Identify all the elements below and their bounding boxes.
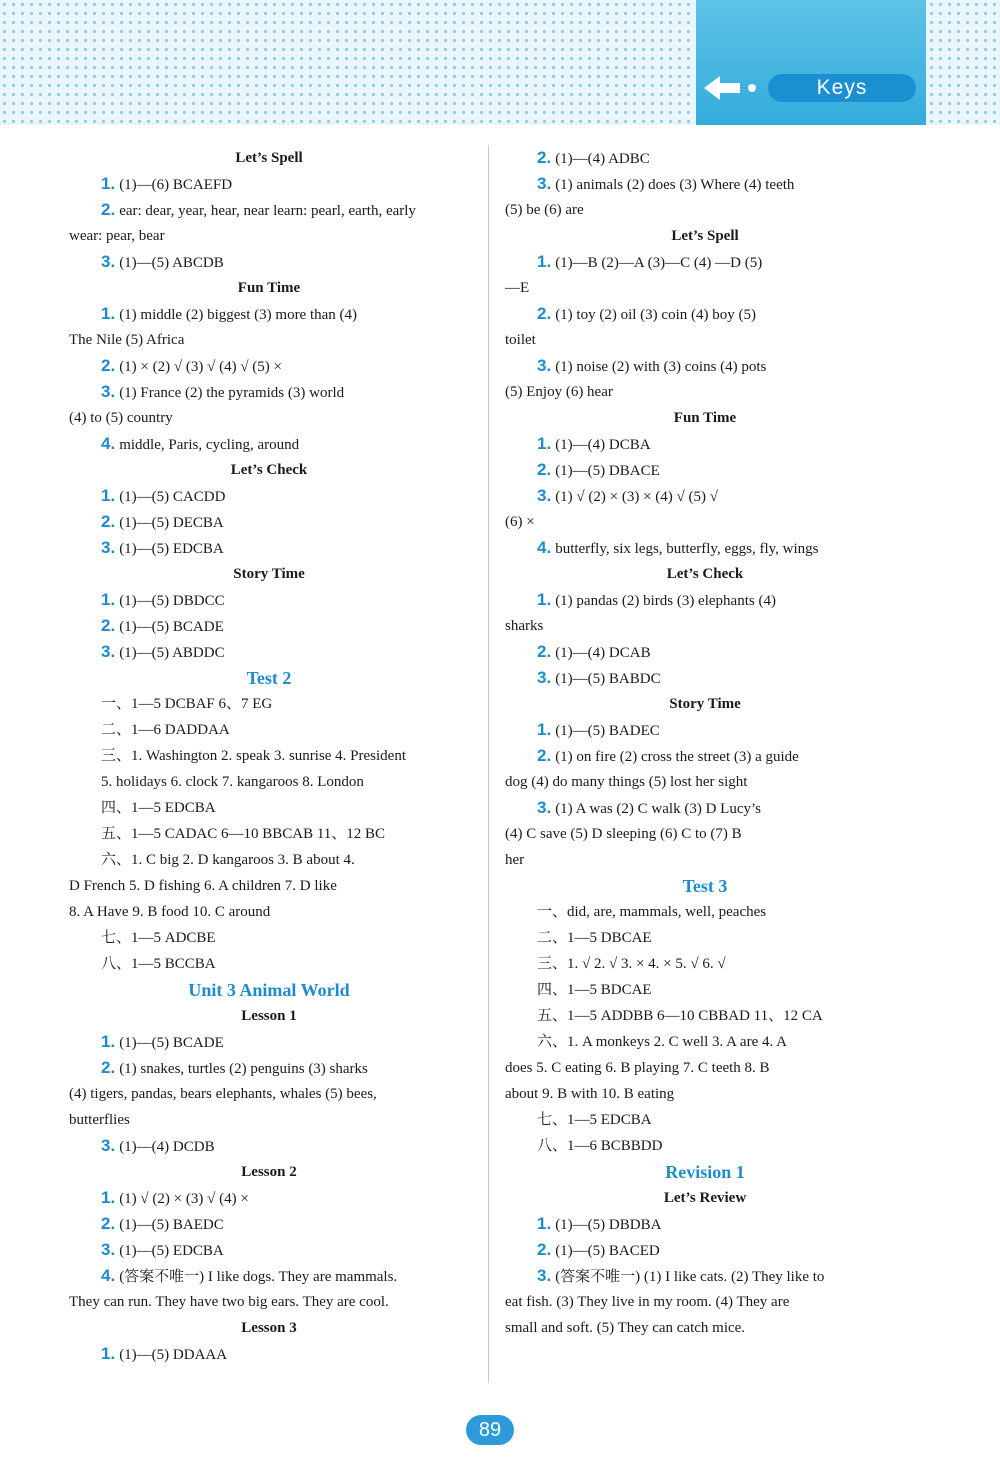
question-number: 2. bbox=[101, 200, 116, 219]
question-number: 2. bbox=[537, 1240, 552, 1259]
answer-continuation: (4) to (5) country bbox=[69, 410, 173, 426]
question-number: 1. bbox=[537, 252, 552, 271]
question-number: 2. bbox=[537, 460, 552, 479]
question-number: 2. bbox=[101, 356, 116, 375]
answer-item bbox=[505, 587, 905, 613]
unit-title: Test 3 bbox=[682, 876, 728, 896]
answer-continuation: (4) C save (5) D sleeping (6) C to (7) B bbox=[505, 826, 742, 842]
question-number: 3. bbox=[101, 642, 116, 661]
answer-text: (1)—(5) DBACE bbox=[555, 463, 660, 479]
page-number: 89 bbox=[466, 1415, 514, 1445]
answer-line: 八、1—5 BCCBA bbox=[101, 956, 216, 972]
answer-line: 二、1—5 DBCAE bbox=[537, 930, 652, 946]
question-number: 1. bbox=[101, 590, 116, 609]
answer-item bbox=[505, 665, 905, 691]
answer-text: (1)—(4) DCDB bbox=[119, 1139, 215, 1155]
answer-text: (1)—(5) EDCBA bbox=[119, 1243, 224, 1259]
answer-text: (1) A was (2) C walk (3) D Lucy’s bbox=[555, 801, 761, 817]
answer-continuation: sharks bbox=[505, 618, 544, 634]
answer-line: 五、1—5 CADAC 6—10 BBCAB 11、12 BC bbox=[101, 826, 386, 842]
section-heading: Lesson 3 bbox=[241, 1320, 297, 1336]
question-number: 4. bbox=[101, 434, 116, 453]
question-number: 3. bbox=[537, 668, 552, 687]
answer-item bbox=[69, 639, 469, 665]
question-number: 1. bbox=[537, 590, 552, 609]
section-heading: Fun Time bbox=[673, 410, 737, 426]
answer-continuation: butterflies bbox=[69, 1112, 130, 1128]
answer-continuation: dog (4) do many things (5) lost her sight bbox=[505, 774, 748, 790]
section-heading: Let’s Check bbox=[666, 566, 744, 582]
answer-continuation: 8. A Have 9. B food 10. C around bbox=[69, 904, 271, 920]
answer-item bbox=[69, 301, 469, 327]
answer-continuation: about 9. B with 10. B eating bbox=[505, 1086, 675, 1102]
answer-text: (1)—(5) BABDC bbox=[555, 671, 661, 687]
question-number: 3. bbox=[537, 1266, 552, 1285]
section-heading: Let’s Spell bbox=[235, 150, 303, 166]
answer-item bbox=[69, 249, 469, 275]
answer-item bbox=[505, 457, 905, 483]
answer-text: (1)—(5) BCADE bbox=[119, 619, 224, 635]
answer-text: (1) toy (2) oil (3) coin (4) boy (5) bbox=[555, 307, 756, 323]
section-heading: Let’s Check bbox=[230, 462, 308, 478]
answer-item bbox=[505, 483, 905, 509]
answer-text: ear: dear, year, hear, near learn: pearl, earth, early bbox=[119, 203, 416, 219]
answer-text: butterfly, six legs, butterfly, eggs, fly, wings bbox=[555, 541, 819, 557]
answer-item bbox=[69, 1263, 469, 1289]
question-number: 2. bbox=[537, 304, 552, 323]
answer-continuation: —E bbox=[505, 280, 530, 296]
answer-line: 八、1—6 BCBBDD bbox=[537, 1138, 663, 1154]
question-number: 4. bbox=[537, 538, 552, 557]
answer-text: (1)—(4) DCBA bbox=[555, 437, 651, 453]
question-number: 1. bbox=[101, 1188, 116, 1207]
question-number: 2. bbox=[537, 746, 552, 765]
answer-item bbox=[69, 1211, 469, 1237]
answer-text: (1)—(5) DDAAA bbox=[119, 1347, 228, 1363]
question-number: 3. bbox=[101, 1240, 116, 1259]
answer-item bbox=[69, 1237, 469, 1263]
question-number: 4. bbox=[101, 1266, 116, 1285]
answer-continuation: wear: pear, bear bbox=[69, 228, 165, 244]
answer-item bbox=[69, 1029, 469, 1055]
question-number: 2. bbox=[101, 1214, 116, 1233]
answer-item bbox=[69, 171, 469, 197]
answer-item bbox=[505, 1211, 905, 1237]
answer-line: 三、1. √ 2. √ 3. × 4. × 5. √ 6. √ bbox=[537, 956, 726, 972]
answer-item bbox=[505, 743, 905, 769]
answer-text: (1)—(5) EDCBA bbox=[119, 541, 224, 557]
answer-item bbox=[69, 1055, 469, 1081]
answer-item bbox=[69, 587, 469, 613]
answer-item bbox=[505, 639, 905, 665]
answer-item bbox=[505, 301, 905, 327]
answer-item bbox=[505, 717, 905, 743]
question-number: 1. bbox=[101, 1032, 116, 1051]
answer-item bbox=[69, 613, 469, 639]
question-number: 3. bbox=[537, 798, 552, 817]
answer-continuation: her bbox=[505, 852, 525, 868]
question-number: 2. bbox=[101, 1058, 116, 1077]
section-heading: Story Time bbox=[233, 566, 305, 582]
answer-continuation: (6) × bbox=[505, 514, 535, 530]
answer-text: (1)—(5) DECBA bbox=[119, 515, 224, 531]
section-heading: Lesson 1 bbox=[241, 1008, 297, 1024]
question-number: 1. bbox=[101, 304, 116, 323]
question-number: 1. bbox=[537, 720, 552, 739]
answer-text: middle, Paris, cycling, around bbox=[119, 437, 300, 453]
unit-title: Unit 3 Animal World bbox=[188, 980, 350, 1000]
answer-continuation: (4) tigers, pandas, bears elephants, whales (5) bees, bbox=[69, 1086, 377, 1102]
answer-text: (1) France (2) the pyramids (3) world bbox=[119, 385, 345, 401]
answer-text: (1)—(4) ADBC bbox=[555, 151, 650, 167]
answer-item bbox=[69, 197, 469, 223]
header-keys-panel bbox=[696, 0, 926, 125]
answer-text: (1) √ (2) × (3) × (4) √ (5) √ bbox=[555, 489, 719, 505]
section-heading: Let’s Spell bbox=[671, 228, 739, 244]
answer-text: (1)—B (2)—A (3)—C (4) —D (5) bbox=[555, 255, 763, 271]
answer-item bbox=[69, 431, 469, 457]
answer-text: (答案不唯一) I like dogs. They are mammals. bbox=[119, 1269, 398, 1285]
question-number: 3. bbox=[101, 382, 116, 401]
page-header-band bbox=[0, 0, 1000, 125]
section-heading: Let’s Review bbox=[663, 1190, 747, 1206]
question-number: 1. bbox=[537, 1214, 552, 1233]
unit-title: Revision 1 bbox=[665, 1162, 745, 1182]
answer-line: 七、1—5 EDCBA bbox=[537, 1112, 652, 1128]
question-number: 2. bbox=[101, 616, 116, 635]
answer-continuation: The Nile (5) Africa bbox=[69, 332, 185, 348]
answer-text: (1) noise (2) with (3) coins (4) pots bbox=[555, 359, 767, 375]
answer-text: (1) pandas (2) birds (3) elephants (4) bbox=[555, 593, 776, 609]
right-answer-column bbox=[505, 145, 905, 1341]
answer-continuation: D French 5. D fishing 6. A children 7. D like bbox=[69, 878, 337, 894]
answer-text: (1)—(5) BADEC bbox=[555, 723, 660, 739]
answer-item bbox=[505, 171, 905, 197]
question-number: 3. bbox=[101, 252, 116, 271]
answer-line: 一、1—5 DCBAF 6、7 EG bbox=[101, 696, 273, 712]
answer-line: 七、1—5 ADCBE bbox=[101, 930, 216, 946]
answer-line: 四、1—5 BDCAE bbox=[537, 982, 652, 998]
answer-item bbox=[69, 483, 469, 509]
keys-label: Keys bbox=[768, 74, 916, 102]
answer-item bbox=[505, 1237, 905, 1263]
answer-line: 四、1—5 EDCBA bbox=[101, 800, 216, 816]
question-number: 1. bbox=[101, 486, 116, 505]
answer-text: (1)—(5) ABDDC bbox=[119, 645, 225, 661]
answer-continuation: toilet bbox=[505, 332, 536, 348]
answer-line: 5. holidays 6. clock 7. kangaroos 8. London bbox=[101, 774, 364, 790]
section-heading: Lesson 2 bbox=[241, 1164, 297, 1180]
question-number: 3. bbox=[101, 1136, 116, 1155]
question-number: 1. bbox=[101, 174, 116, 193]
question-number: 1. bbox=[537, 434, 552, 453]
answer-text: (1)—(6) BCAEFD bbox=[119, 177, 233, 193]
answer-item bbox=[505, 249, 905, 275]
answer-continuation: They can run. They have two big ears. They are cool. bbox=[69, 1294, 389, 1310]
answer-item bbox=[505, 1263, 905, 1289]
question-number: 2. bbox=[101, 512, 116, 531]
answer-item bbox=[505, 535, 905, 561]
answer-item bbox=[505, 145, 905, 171]
answer-text: (1) × (2) √ (3) √ (4) √ (5) × bbox=[119, 359, 283, 375]
answer-line: 六、1. C big 2. D kangaroos 3. B about 4. bbox=[101, 852, 355, 868]
answer-line: 五、1—5 ADDBB 6—10 CBBAD 11、12 CA bbox=[537, 1008, 823, 1024]
question-number: 3. bbox=[101, 538, 116, 557]
answer-continuation: eat fish. (3) They live in my room. (4) They are bbox=[505, 1294, 790, 1310]
question-number: 2. bbox=[537, 148, 552, 167]
answer-text: (1)—(5) ABCDB bbox=[119, 255, 224, 271]
answer-item bbox=[69, 535, 469, 561]
answer-line: 二、1—6 DADDAA bbox=[101, 722, 230, 738]
answer-text: (1)—(4) DCAB bbox=[555, 645, 651, 661]
question-number: 2. bbox=[537, 642, 552, 661]
unit-title: Test 2 bbox=[246, 668, 292, 688]
question-number: 3. bbox=[537, 486, 552, 505]
answer-text: (1)—(5) CACDD bbox=[119, 489, 226, 505]
answer-text: (1) √ (2) × (3) √ (4) × bbox=[119, 1191, 249, 1207]
answer-line: 六、1. A monkeys 2. C well 3. A are 4. A bbox=[537, 1034, 787, 1050]
answer-item bbox=[505, 795, 905, 821]
answer-text: (1) animals (2) does (3) Where (4) teeth bbox=[555, 177, 795, 193]
answer-text: (1)—(5) BCADE bbox=[119, 1035, 224, 1051]
answer-continuation: does 5. C eating 6. B playing 7. C teeth 8. B bbox=[505, 1060, 770, 1076]
answer-line: 三、1. Washington 2. speak 3. sunrise 4. President bbox=[101, 748, 407, 764]
answer-item bbox=[69, 1341, 469, 1367]
question-number: 1. bbox=[101, 1344, 116, 1363]
answer-text: (1)—(5) DBDBA bbox=[555, 1217, 662, 1233]
column-divider bbox=[488, 145, 489, 1383]
answer-item bbox=[69, 1185, 469, 1211]
answer-item bbox=[505, 431, 905, 457]
arrow-left-icon bbox=[700, 70, 770, 106]
answer-continuation: (5) be (6) are bbox=[505, 202, 584, 218]
answer-line: 一、did, are, mammals, well, peaches bbox=[537, 904, 767, 920]
answer-text: (1)—(5) DBDCC bbox=[119, 593, 225, 609]
question-number: 3. bbox=[537, 174, 552, 193]
answer-item bbox=[69, 509, 469, 535]
answer-item bbox=[505, 353, 905, 379]
answer-text: (1) middle (2) biggest (3) more than (4) bbox=[119, 307, 358, 323]
answer-continuation: (5) Enjoy (6) hear bbox=[505, 384, 613, 400]
left-answer-column bbox=[69, 145, 469, 1367]
answer-text: (1) on fire (2) cross the street (3) a guide bbox=[555, 749, 799, 765]
question-number: 3. bbox=[537, 356, 552, 375]
answer-text: (答案不唯一) (1) I like cats. (2) They like to bbox=[555, 1269, 825, 1285]
answer-continuation: small and soft. (5) They can catch mice. bbox=[505, 1320, 746, 1336]
answer-item bbox=[69, 379, 469, 405]
answer-item bbox=[69, 1133, 469, 1159]
answer-text: (1)—(5) BACED bbox=[555, 1243, 660, 1259]
section-heading: Fun Time bbox=[237, 280, 301, 296]
answer-text: (1)—(5) BAEDC bbox=[119, 1217, 224, 1233]
answer-item bbox=[69, 353, 469, 379]
answer-text: (1) snakes, turtles (2) penguins (3) sharks bbox=[119, 1061, 368, 1077]
section-heading: Story Time bbox=[669, 696, 741, 712]
